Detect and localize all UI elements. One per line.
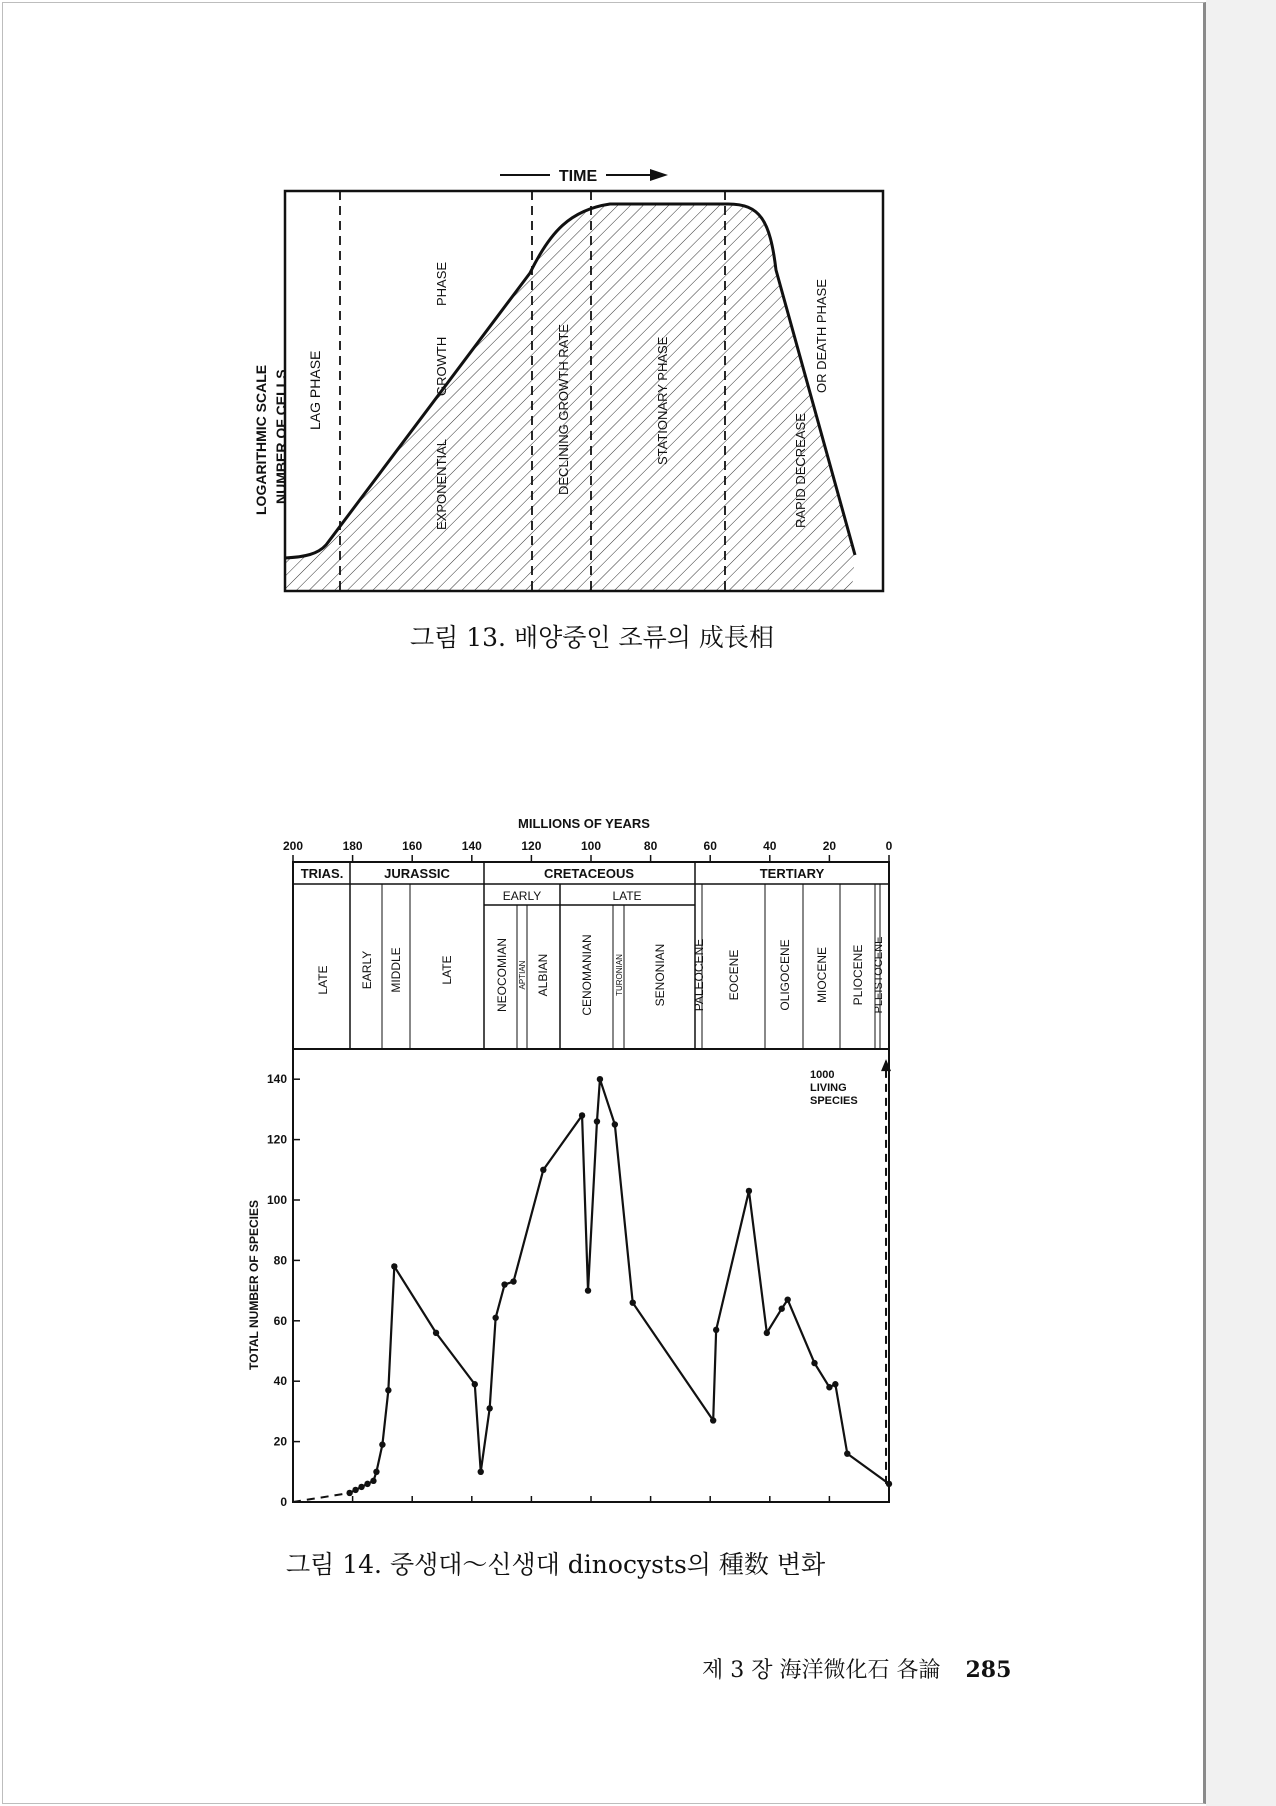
sub-period-late: LATE bbox=[612, 889, 642, 903]
data-point bbox=[630, 1299, 636, 1305]
fig13-ylabel-line1: LOGARITHMIC SCALE bbox=[253, 364, 269, 515]
time-tick-label: 60 bbox=[703, 839, 717, 853]
fig14-plot-frame bbox=[293, 1049, 889, 1502]
data-point bbox=[501, 1281, 507, 1287]
data-point bbox=[370, 1478, 376, 1484]
phase-label: PHASE bbox=[434, 261, 449, 306]
running-footer bbox=[702, 1653, 1011, 1684]
period-tertiary: TERTIARY bbox=[759, 866, 825, 881]
time-tick-label: 100 bbox=[580, 839, 602, 853]
stage-eocene: EOCENE bbox=[727, 949, 741, 1001]
stage-miocene: MIOCENE bbox=[815, 946, 829, 1004]
stage-cenomanian: CENOMANIAN bbox=[580, 934, 594, 1016]
data-point bbox=[597, 1076, 603, 1082]
data-point bbox=[510, 1278, 516, 1284]
data-point bbox=[478, 1469, 484, 1475]
time-tick-label: 160 bbox=[402, 839, 423, 853]
data-point bbox=[379, 1441, 385, 1447]
data-point bbox=[492, 1315, 498, 1321]
data-point bbox=[779, 1306, 785, 1312]
stage-paleocene: PALEOCENE bbox=[692, 938, 706, 1012]
data-point bbox=[746, 1188, 752, 1194]
y-tick-label: 100 bbox=[266, 1193, 287, 1207]
stage-neocomian: NEOCOMIAN bbox=[495, 937, 509, 1013]
data-point bbox=[826, 1384, 832, 1390]
time-tick-label: 80 bbox=[643, 839, 658, 853]
species-line bbox=[350, 1079, 889, 1493]
data-point bbox=[832, 1381, 838, 1387]
living-species-annotation-1: 1000 bbox=[810, 1069, 835, 1081]
data-point bbox=[784, 1296, 790, 1302]
time-label: TIME bbox=[558, 168, 598, 185]
data-point bbox=[811, 1360, 817, 1366]
data-point bbox=[579, 1112, 585, 1118]
y-tick-label: 140 bbox=[266, 1072, 287, 1087]
y-tick-label: 120 bbox=[266, 1132, 287, 1147]
lag-phase-label: LAG PHASE bbox=[307, 350, 323, 430]
y-tick-label: 60 bbox=[273, 1313, 287, 1328]
declining-growth-rate-label: DECLINING GROWTH RATE bbox=[556, 324, 571, 495]
data-point bbox=[612, 1121, 618, 1127]
data-point bbox=[358, 1484, 364, 1490]
stage-late-triassic: LATE bbox=[316, 965, 330, 995]
stage-turonian: TURONIAN bbox=[615, 954, 624, 996]
period-jurassic: JURASSIC bbox=[384, 866, 450, 881]
viewer-gutter bbox=[1206, 0, 1276, 1806]
chapter-heading: 제 3 장 海洋微化石 各論 bbox=[702, 1658, 941, 1683]
data-point bbox=[710, 1417, 716, 1423]
living-species-annotation-2: LIVING bbox=[810, 1082, 847, 1094]
time-tick-label: 0 bbox=[885, 839, 893, 853]
y-tick-label: 40 bbox=[273, 1374, 287, 1389]
data-point bbox=[713, 1327, 719, 1333]
data-point bbox=[585, 1287, 591, 1293]
data-point bbox=[540, 1167, 546, 1173]
data-point bbox=[364, 1481, 370, 1487]
time-tick-label: 200 bbox=[282, 839, 304, 853]
period-cretaceous: CRETACEOUS bbox=[543, 866, 635, 881]
fig14-ylabel: TOTAL NUMBER OF SPECIES bbox=[247, 1199, 261, 1371]
figure-13-caption: 그림 13. 배양중인 조류의 成長相 bbox=[410, 623, 774, 652]
figure-14-dinocysts-chart bbox=[230, 810, 910, 1509]
data-point bbox=[433, 1330, 439, 1336]
page-number: 285 bbox=[965, 1657, 1012, 1683]
stage-pleistocene: PLEISTOCENE bbox=[873, 936, 885, 1014]
exponential-label: EXPONENTIAL bbox=[434, 438, 449, 530]
living-species-annotation-3: SPECIES bbox=[810, 1095, 858, 1107]
death-phase-label: OR DEATH PHASE bbox=[814, 279, 829, 393]
time-tick-label: 20 bbox=[822, 839, 837, 853]
data-point bbox=[373, 1469, 379, 1475]
data-point bbox=[844, 1450, 850, 1456]
data-point bbox=[352, 1487, 358, 1493]
period-trias: TRIAS. bbox=[300, 866, 344, 881]
figure-13-growth-phases bbox=[230, 160, 900, 600]
time-axis-title: MILLIONS OF YEARS bbox=[518, 816, 650, 831]
data-point bbox=[764, 1330, 770, 1336]
data-point bbox=[385, 1387, 391, 1393]
data-point bbox=[886, 1481, 892, 1487]
time-tick-label: 140 bbox=[461, 839, 482, 853]
stage-senonian: SENONIAN bbox=[653, 943, 667, 1007]
y-tick-label: 0 bbox=[280, 1495, 287, 1509]
sub-period-early: EARLY bbox=[502, 889, 542, 903]
growth-label: GROWTH bbox=[434, 336, 449, 396]
y-axis-ticks bbox=[267, 1072, 300, 1509]
y-tick-label: 80 bbox=[273, 1253, 287, 1268]
stage-aptian: APTIAN bbox=[518, 960, 527, 990]
stage-middle-jurassic: MIDDLE bbox=[389, 947, 403, 993]
stationary-phase-label: STATIONARY PHASE bbox=[655, 336, 670, 465]
data-point bbox=[391, 1263, 397, 1269]
stage-albian: ALBIAN bbox=[536, 953, 550, 997]
stage-late-jurassic: LATE bbox=[440, 955, 454, 985]
stage-early-jurassic: EARLY bbox=[360, 950, 374, 990]
stage-pliocene: PLIOCENE bbox=[851, 944, 865, 1006]
time-tick-label: 40 bbox=[763, 839, 777, 853]
data-point bbox=[486, 1405, 492, 1411]
figure-14-caption: 그림 14. 중생대～신생대 dinocysts의 種数 변화 bbox=[286, 1550, 826, 1579]
time-tick-label: 120 bbox=[521, 839, 542, 853]
species-series bbox=[293, 1059, 892, 1502]
stage-oligocene: OLIGOCENE bbox=[778, 939, 792, 1011]
rapid-decrease-label: RAPID DECREASE bbox=[793, 413, 808, 528]
data-point bbox=[472, 1381, 478, 1387]
data-point bbox=[594, 1118, 600, 1124]
data-point bbox=[346, 1490, 352, 1496]
fig13-ylabel-line2: NUMBER OF CELLS bbox=[273, 369, 289, 504]
y-tick-label: 20 bbox=[273, 1434, 287, 1449]
time-tick-label: 180 bbox=[342, 839, 363, 853]
